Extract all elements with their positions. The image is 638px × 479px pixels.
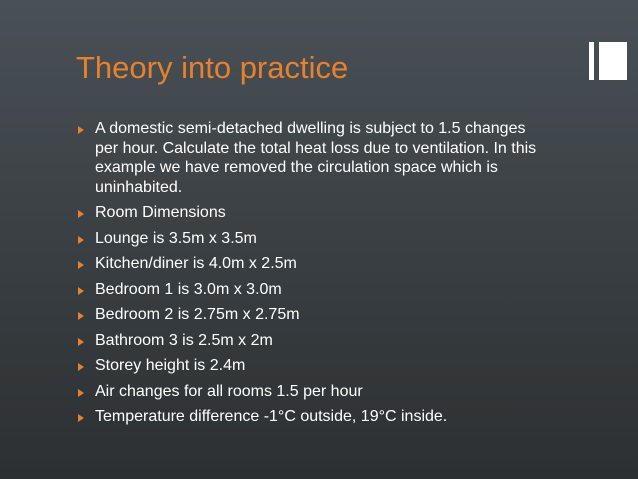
logo-thin-bar bbox=[589, 42, 594, 80]
bullet-arrow-icon bbox=[78, 261, 84, 269]
bullet-text: Storey height is 2.4m bbox=[95, 357, 246, 374]
bullet-arrow-icon bbox=[78, 210, 84, 218]
bullet-text: Bathroom 3 is 2.5m x 2m bbox=[95, 331, 273, 349]
bullet-item bbox=[78, 305, 548, 325]
bullet-arrow-icon bbox=[78, 363, 84, 371]
bullet-text: Bedroom 1 is 3.0m x 3.0m bbox=[95, 280, 282, 298]
bullet-arrow-icon bbox=[78, 389, 84, 397]
bullet-item bbox=[78, 203, 548, 223]
bullet-item bbox=[78, 119, 548, 197]
bullet-list bbox=[78, 119, 548, 433]
bullet-item bbox=[78, 382, 548, 402]
bullet-arrow-icon bbox=[78, 287, 84, 295]
bullet-arrow-icon bbox=[78, 126, 84, 134]
logo-bars-icon bbox=[589, 42, 627, 80]
slide-title: Theory into practice bbox=[76, 50, 349, 85]
bullet-text: Room Dimensions bbox=[95, 204, 226, 221]
bullet-item bbox=[78, 280, 548, 300]
bullet-arrow-icon bbox=[78, 236, 84, 244]
bullet-text: A domestic semi-detached dwelling is subject to 1.5 changes per hour. Calculate the total heat loss due to ventilation. In this example we have removed the circulation space which is uninhabited. bbox=[95, 120, 537, 196]
bullet-text: Kitchen/diner is 4.0m x 2.5m bbox=[95, 255, 297, 272]
bullet-arrow-icon bbox=[78, 312, 84, 320]
bullet-item bbox=[78, 331, 548, 351]
bullet-arrow-icon bbox=[78, 414, 84, 422]
bullet-item bbox=[78, 356, 548, 376]
bullet-item bbox=[78, 229, 548, 249]
bullet-item bbox=[78, 407, 548, 427]
bullet-text: Lounge is 3.5m x 3.5m bbox=[95, 229, 257, 247]
bullet-text: Bedroom 2 is 2.75m x 2.75m bbox=[95, 306, 300, 323]
bullet-arrow-icon bbox=[78, 338, 84, 346]
bullet-item bbox=[78, 254, 548, 274]
logo-thick-bar bbox=[599, 42, 627, 80]
bullet-text: Air changes for all rooms 1.5 per hour bbox=[95, 382, 363, 400]
bullet-text: Temperature difference -1°C outside, 19°C inside. bbox=[95, 408, 448, 425]
